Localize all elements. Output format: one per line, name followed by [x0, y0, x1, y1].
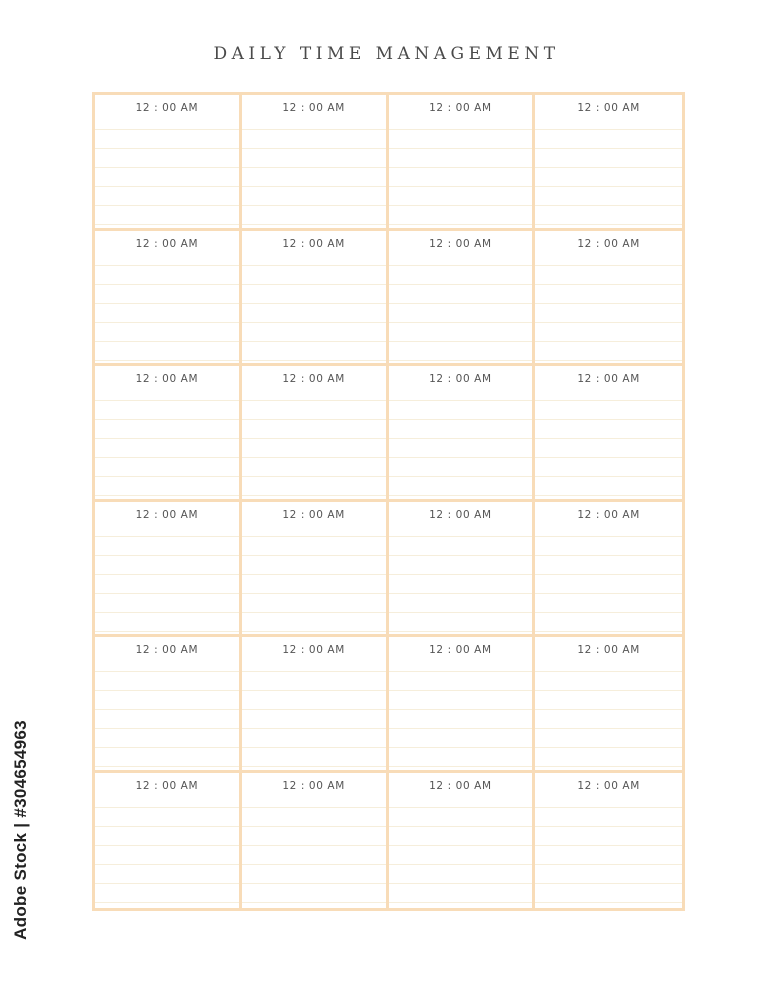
- stock-id-label: Adobe Stock | #304654963: [11, 720, 30, 940]
- time-slot-cell[interactable]: [242, 366, 389, 502]
- time-slot-cell[interactable]: [95, 773, 242, 909]
- time-slot-label: 12 : 00 AM: [535, 779, 682, 793]
- time-slot-cell[interactable]: [389, 95, 536, 231]
- time-slot-cell[interactable]: [535, 502, 682, 638]
- time-slot-label: 12 : 00 AM: [242, 237, 386, 251]
- time-slot-label: 12 : 00 AM: [389, 372, 533, 386]
- time-slot-cell[interactable]: [242, 231, 389, 367]
- time-slot-label: 12 : 00 AM: [242, 372, 386, 386]
- time-slot-cell[interactable]: [95, 95, 242, 231]
- page-title: DAILY TIME MANAGEMENT: [213, 44, 560, 64]
- time-slot-cell[interactable]: [242, 95, 389, 231]
- stock-watermark: [10, 720, 32, 940]
- time-slot-cell[interactable]: [242, 637, 389, 773]
- time-slot-label: 12 : 00 AM: [95, 643, 239, 657]
- time-slot-label: 12 : 00 AM: [389, 237, 533, 251]
- time-slot-label: 12 : 00 AM: [535, 643, 682, 657]
- time-slot-label: 12 : 00 AM: [535, 101, 682, 115]
- time-slot-label: 12 : 00 AM: [535, 508, 682, 522]
- time-slot-cell[interactable]: [389, 366, 536, 502]
- time-slot-label: 12 : 00 AM: [242, 643, 386, 657]
- time-slot-label: 12 : 00 AM: [95, 508, 239, 522]
- time-slot-label: 12 : 00 AM: [389, 101, 533, 115]
- time-slot-cell[interactable]: [95, 502, 242, 638]
- time-slot-cell[interactable]: [95, 366, 242, 502]
- time-slot-cell[interactable]: [95, 231, 242, 367]
- time-slot-label: 12 : 00 AM: [95, 237, 239, 251]
- time-slot-cell[interactable]: [389, 231, 536, 367]
- time-slot-cell[interactable]: [95, 637, 242, 773]
- time-slot-label: 12 : 00 AM: [242, 101, 386, 115]
- time-slot-label: 12 : 00 AM: [389, 508, 533, 522]
- time-slot-cell[interactable]: [389, 502, 536, 638]
- time-slot-label: 12 : 00 AM: [535, 237, 682, 251]
- time-slot-cell[interactable]: [535, 231, 682, 367]
- time-slot-label: 12 : 00 AM: [389, 779, 533, 793]
- time-slot-label: 12 : 00 AM: [389, 643, 533, 657]
- time-slot-label: 12 : 00 AM: [242, 508, 386, 522]
- time-slot-label: 12 : 00 AM: [242, 779, 386, 793]
- time-slot-cell[interactable]: [535, 366, 682, 502]
- time-slot-label: 12 : 00 AM: [95, 101, 239, 115]
- time-slot-label: 12 : 00 AM: [535, 372, 682, 386]
- time-slot-label: 12 : 00 AM: [95, 779, 239, 793]
- time-slot-cell[interactable]: [389, 773, 536, 909]
- time-slot-cell[interactable]: [535, 637, 682, 773]
- time-slot-label: 12 : 00 AM: [95, 372, 239, 386]
- time-slot-cell[interactable]: [535, 95, 682, 231]
- time-slot-cell[interactable]: [389, 637, 536, 773]
- time-slot-cell[interactable]: [242, 502, 389, 638]
- time-slot-cell[interactable]: [242, 773, 389, 909]
- time-slot-cell[interactable]: [535, 773, 682, 909]
- time-slot-grid: [92, 92, 685, 911]
